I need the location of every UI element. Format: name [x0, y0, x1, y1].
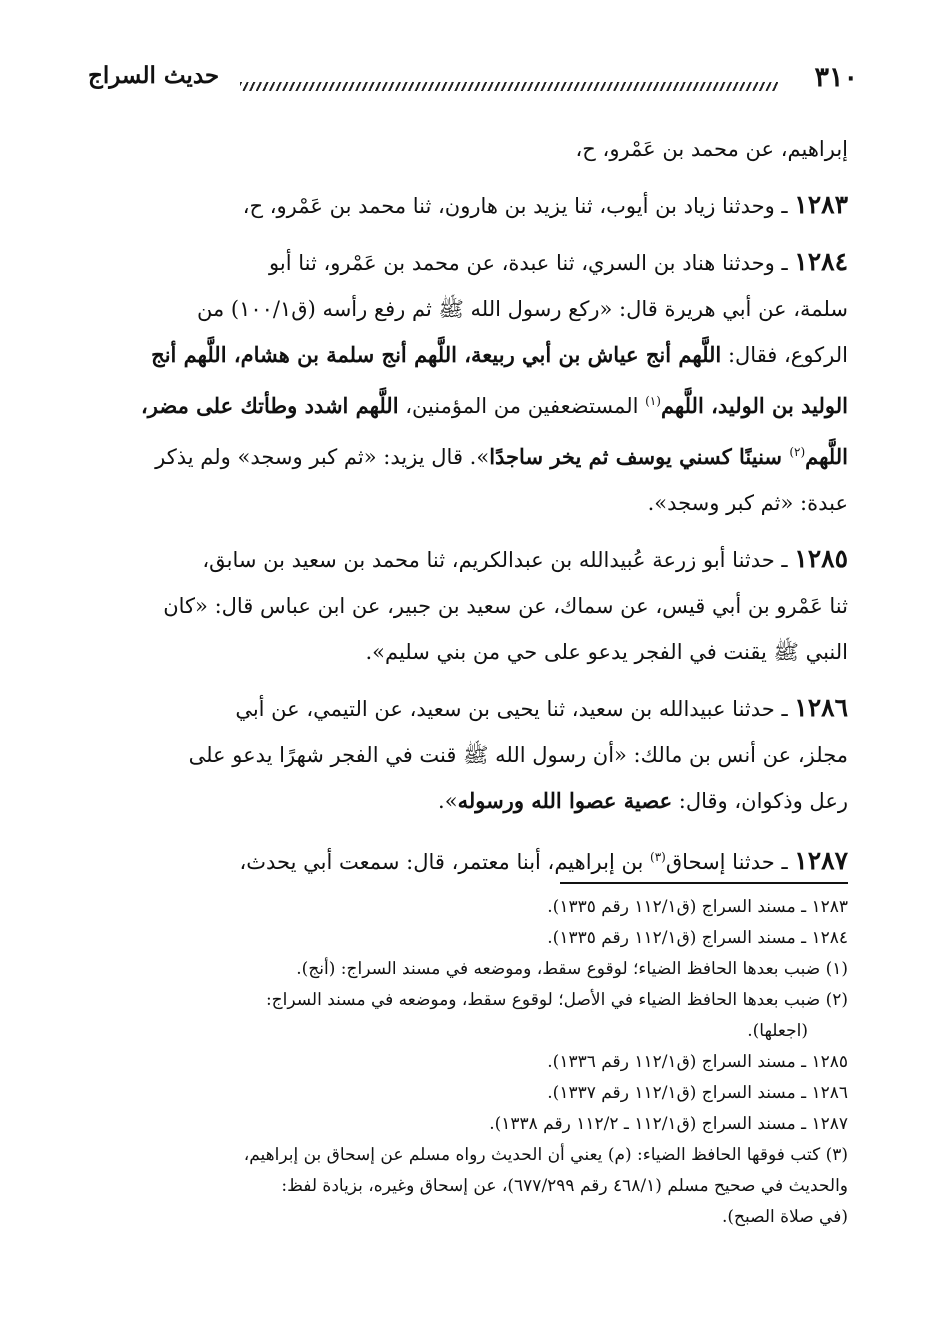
page-number: ٣١٠ [814, 62, 858, 93]
hadith-1285 [93, 536, 848, 675]
prophetic-text: الوليد بن الوليد، اللَّهم [660, 393, 848, 418]
hadith-1287 [93, 834, 848, 885]
hadith-line: ـ حدثنا إسحاق [665, 850, 788, 874]
footnote-separator [560, 882, 848, 884]
hadith-line: ـ حدثنا أبو زرعة عُبيدالله بن عبدالكريم، ثنا محمد بن سعيد بن سابق، [202, 548, 788, 572]
footnote: ١٢٨٥ ـ مسند السراج (ق١١٢/١ رقم ١٣٣٦). [547, 1052, 848, 1072]
footnote: ١٢٨٧ ـ مسند السراج (ق١١٢/١ ـ ١١٢/٢ رقم ١٣٣٨). [489, 1114, 848, 1134]
hadith-1284 [93, 239, 848, 526]
footnote-ref: (٣) [650, 850, 666, 864]
footnote-continuation: والحديث في صحيح مسلم (٤٦٨/١ رقم ٦٧٧/٢٩٩)، عن إسحاق وغيره، بزيادة لفظ: [281, 1176, 848, 1196]
footnote: (٣) كتب فوقها الحافظ الضياء: (م) يعني أن الحديث رواه مسلم عن إسحاق بن إبراهيم، [243, 1145, 848, 1165]
hadith-line: عبدة: «ثم كبر وسجد». [647, 491, 848, 515]
hadith-number: ١٢٨٥ [794, 544, 848, 573]
footnotes [93, 892, 848, 1233]
footnote: (١) ضبب بعدها الحافظ الضياء؛ لوقوع سقط، وموضعه في مسند السراج: (أنج). [296, 959, 848, 979]
intro-line: إبراهيم، عن محمد بن عَمْرو، ح، [575, 137, 848, 161]
hadith-line: المستضعفين من المؤمنين، [398, 394, 646, 418]
hadith-line: ـ حدثنا عبيدالله بن سعيد، ثنا يحيى بن سعيد، عن التيمي، عن أبي [235, 697, 788, 721]
footnote: ١٢٨٤ ـ مسند السراج (ق١١٢/١ رقم ١٣٣٥). [547, 928, 848, 948]
hadith-text: ـ وحدثنا زياد بن أيوب، ثنا يزيد بن هارون، ثنا محمد بن عَمْرو، ح، [242, 194, 788, 218]
hadith-1283 [93, 182, 848, 229]
running-header [88, 62, 858, 102]
footnote-continuation: (في صلاة الصبح). [721, 1207, 848, 1227]
footnote-ref: (٢) [789, 445, 806, 459]
header-rule [240, 82, 778, 91]
hadith-1286 [93, 685, 848, 824]
hadith-line: رعل وذكوان، وقال: [672, 789, 848, 813]
hadith-number: ١٢٨٤ [794, 247, 848, 276]
hadith-number: ١٢٨٧ [794, 846, 848, 875]
hadith-number: ١٢٨٣ [794, 190, 848, 219]
hadith-line: ». [438, 789, 458, 813]
footnote-ref: (١) [645, 394, 661, 408]
footnote: ١٢٨٦ ـ مسند السراج (ق١١٢/١ رقم ١٣٣٧). [547, 1083, 848, 1103]
prophetic-text: عصية عصوا الله ورسوله [457, 788, 673, 813]
prophetic-text: اللَّهم [805, 444, 848, 469]
hadith-line: سلمة، عن أبي هريرة قال: «ركع رسول الله ﷺ ثم رفع رأسه (ق١٠٠/١) من [196, 297, 848, 321]
prophetic-text: اللَّهم اشدد وطأتك على مضر، [141, 393, 399, 418]
hadith-number: ١٢٨٦ [794, 693, 848, 722]
hadith-line: مجلز، عن أنس بن مالك: «أن رسول الله ﷺ قنت في الفجر شهرًا يدعو على [188, 743, 848, 767]
book-title: حديث السراج [88, 62, 220, 89]
footnote-continuation: (اجعلها). [747, 1021, 808, 1041]
hadith-line: النبي ﷺ يقنت في الفجر يدعو على حي من بني سليم». [365, 640, 848, 664]
prophetic-text: سنينًا كسني يوسف ثم يخر ساجدًا [489, 444, 790, 469]
hadith-line: ـ وحدثنا هناد بن السري، ثنا عبدة، عن محمد بن عَمْرو، ثنا أبو [269, 251, 788, 275]
main-text [93, 126, 848, 885]
hadith-line: الركوع، فقال: [721, 343, 848, 367]
hadith-line: ». قال يزيد: «ثم كبر وسجد» ولم يذكر [155, 445, 490, 469]
hadith-line: ثنا عَمْرو بن أبي قيس، عن سماك، عن سعيد بن جبير، عن ابن عباس قال: «كان [163, 594, 848, 618]
footnote: ١٢٨٣ ـ مسند السراج (ق١١٢/١ رقم ١٣٣٥). [547, 897, 848, 917]
hadith-line: بن إبراهيم، أبنا معتمر، قال: سمعت أبي يحدث، [239, 850, 650, 874]
footnote: (٢) ضبب بعدها الحافظ الضياء في الأصل؛ لوقوع سقط، وموضعه في مسند السراج: [265, 990, 848, 1010]
prophetic-text: اللَّهم أنج عياش بن أبي ربيعة، اللَّهم أنج سلمة بن هشام، اللَّهم أنج [151, 342, 722, 367]
